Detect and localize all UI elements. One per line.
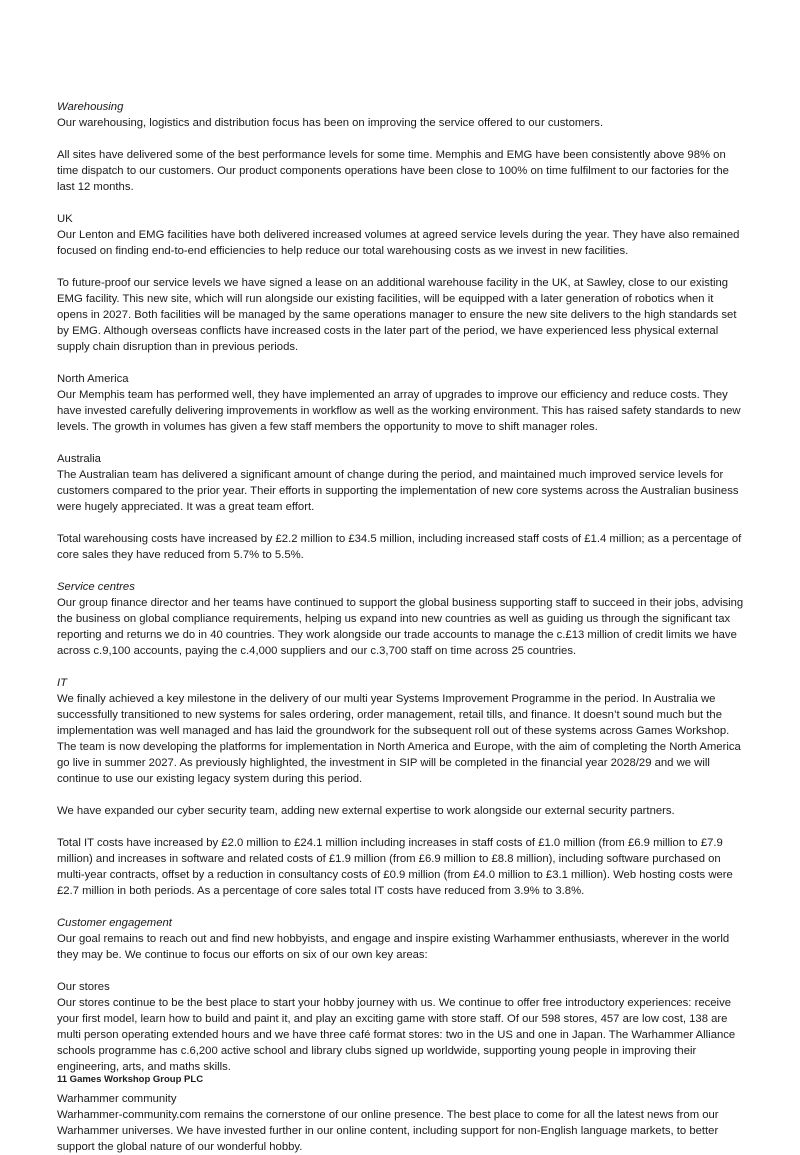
subheading-our-stores: Our stores xyxy=(57,981,110,993)
paragraph: The Australian team has delivered a significant amount of change during the period, and maintained much improved service levels for customers compared to the prior year. Their efforts in supporting the implementation of new core systems across the Australian business were hugely appreciated. It was a great team effort. xyxy=(57,469,739,513)
paragraph: Our Memphis team has performed well, they have implemented an array of upgrades to improve our efficiency and reduce costs. They have invested carefully delivering improvements in workflow as well as the working environment. This has raised safety standards to new levels. The growth in volumes has given a few staff members the opportunity to move to shift manager roles. xyxy=(57,389,741,433)
paragraph: Warhammer-community.com remains the cornerstone of our online presence. The best place to come for all the latest news from our Warhammer universes. We have invested further in our online content, including support for non-English language markets, to better support the global nature of our wonderful hobby. xyxy=(57,1109,719,1153)
paragraph: All sites have delivered some of the best performance levels for some time. Memphis and EMG have been consistently above 98% on time dispatch to our customers. Our product components operations have been close to 100% on time fulfilment to our factories for the last 12 months. xyxy=(57,149,729,193)
subheading-australia: Australia xyxy=(57,453,101,465)
paragraph: Our goal remains to reach out and find new hobbyists, and engage and inspire existing Warhammer enthusiasts, wherever in the world they may be. We continue to focus our efforts on six of our own key areas: xyxy=(57,933,730,961)
paragraph: To future-proof our service levels we have signed a lease on an additional warehouse facility in the UK, at Sawley, close to our existing EMG facility. This new site, which will run alongside our existing facilities, will be equipped with a later generation of robotics when it opens in 2027. Both facilities will be managed by the same operations manager to ensure the new site delivers to the high standards set by EMG. Although overseas conflicts have increased costs in the later part of the period, we have experienced less physical external supply chain disruption than in previous periods. xyxy=(57,277,737,353)
section-heading-warehousing: Warehousing xyxy=(57,101,124,113)
paragraph: Total IT costs have increased by £2.0 million to £24.1 million including increases in staff costs of £1.0 million (from £6.9 million to £7.9 million) and increases in software and related costs of £1.9 million (from £6.9 million to £8.8 million), including software purchased on multi-year contracts, offset by a reduction in consultancy costs of £0.9 million (from £4.0 million to £3.1 million). Web hosting costs were £2.7 million in both periods. As a percentage of core sales total IT costs have reduced from 3.9% to 3.8%. xyxy=(57,837,733,897)
subheading-uk: UK xyxy=(57,213,73,225)
page-footer: 11 Games Workshop Group PLC xyxy=(57,1074,204,1085)
document-body xyxy=(57,99,747,1155)
section-heading-customer-engagement: Customer engagement xyxy=(57,917,172,929)
section-heading-service-centres: Service centres xyxy=(57,581,135,593)
paragraph: Total warehousing costs have increased by £2.2 million to £34.5 million, including increased staff costs of £1.4 million; as a percentage of core sales they have reduced from 5.7% to 5.5%. xyxy=(57,533,742,561)
subheading-north-america: North America xyxy=(57,373,129,385)
section-heading-it: IT xyxy=(57,677,68,689)
paragraph: Our group finance director and her teams have continued to support the global business supporting staff to succeed in their jobs, advising the business on global compliance requirements, helping us expand into new countries as well as guiding us through the significant tax reporting and returns we do in 40 countries. They work alongside our trade accounts to manage the c.£13 million of credit limits we have across c.9,100 accounts, paying the c.4,000 suppliers and our c.3,700 staff on time across 25 countries. xyxy=(57,597,744,657)
paragraph: Our Lenton and EMG facilities have both delivered increased volumes at agreed service levels during the year. They have also remained focused on finding end-to-end efficiencies to help reduce our total warehousing costs as we invest in new facilities. xyxy=(57,229,740,257)
paragraph: We have expanded our cyber security team, adding new external expertise to work alongside our external security partners. xyxy=(57,805,675,817)
paragraph: Our stores continue to be the best place to start your hobby journey with us. We continue to offer free introductory experiences: receive your first model, learn how to build and paint it, and play an exciting game with store staff. Of our 598 stores, 457 are low cost, 138 are multi person operating extended hours and we have three café format stores: two in the US and one in Japan. The Warhammer Alliance schools programme has c.6,200 active school and library clubs signed up worldwide, supporting young people in improving their engineering, arts, and maths skills. xyxy=(57,997,736,1073)
paragraph: We finally achieved a key milestone in the delivery of our multi year Systems Improvement Programme in the period. In Australia we successfully transitioned to new systems for sales ordering, order management, retail tills, and finance. It doesn’t sound much but the implementation was well managed and has laid the groundwork for the subsequent roll out of these systems across Games Workshop. The team is now developing the platforms for implementation in North America and Europe, with the aim of completing the North America go live in summer 2027. As previously highlighted, the investment in SIP will be completed in the financial year 2028/29 and we will continue to use our existing legacy system during this period. xyxy=(57,693,741,785)
paragraph: Our warehousing, logistics and distribution focus has been on improving the service offered to our customers. xyxy=(57,117,604,129)
subheading-warhammer-community: Warhammer community xyxy=(57,1093,177,1105)
